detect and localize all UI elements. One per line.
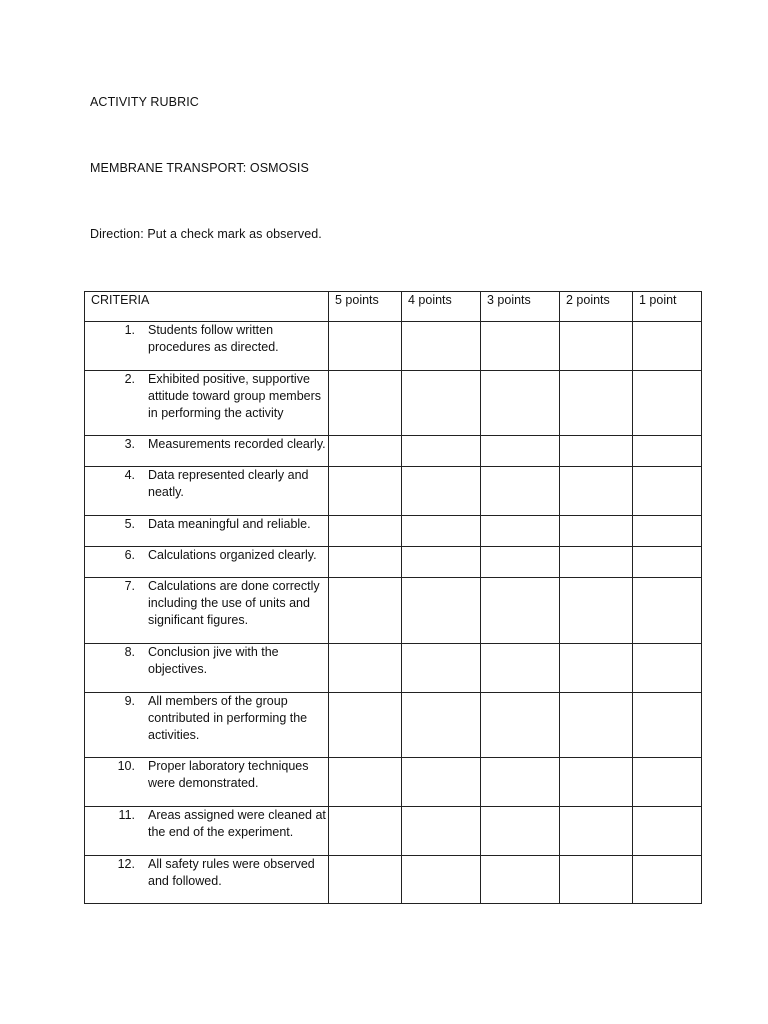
score-cell-2-points[interactable] <box>560 644 633 693</box>
score-cell-1-points[interactable] <box>633 807 702 856</box>
score-cell-2-points[interactable] <box>560 322 633 371</box>
criteria-item <box>85 807 328 841</box>
score-cell-3-points[interactable] <box>481 758 560 807</box>
header-4-points: 4 points <box>402 292 481 322</box>
criteria-cell <box>85 547 329 578</box>
criteria-text: Students follow written procedures as directed. <box>148 323 279 354</box>
header-5-points: 5 points <box>329 292 402 322</box>
criteria-number: 12. <box>117 857 135 871</box>
score-cell-1-points[interactable] <box>633 644 702 693</box>
score-cell-5-points[interactable] <box>329 758 402 807</box>
table-row <box>85 322 702 371</box>
criteria-item <box>85 856 328 890</box>
criteria-number: 7. <box>124 579 135 593</box>
document-title: ACTIVITY RUBRIC <box>90 95 199 109</box>
score-cell-4-points[interactable] <box>402 758 481 807</box>
criteria-spacer <box>135 467 147 501</box>
criteria-cell <box>85 758 329 807</box>
score-cell-4-points[interactable] <box>402 644 481 693</box>
header-3-points: 3 points <box>481 292 560 322</box>
score-cell-1-points[interactable] <box>633 371 702 436</box>
criteria-spacer <box>135 856 147 890</box>
score-cell-2-points[interactable] <box>560 856 633 904</box>
criteria-number: 1. <box>124 323 135 337</box>
criteria-text: Calculations are done correctly including the use of units and significant figures. <box>148 579 320 627</box>
criteria-item <box>85 516 328 533</box>
criteria-text: Data represented clearly and neatly. <box>148 468 309 499</box>
score-cell-3-points[interactable] <box>481 516 560 547</box>
criteria-spacer <box>135 547 147 564</box>
criteria-number: 3. <box>124 437 135 451</box>
table-row <box>85 516 702 547</box>
criteria-text: Areas assigned were cleaned at the end of the experiment. <box>148 808 326 839</box>
score-cell-1-points[interactable] <box>633 758 702 807</box>
criteria-item <box>85 467 328 501</box>
criteria-spacer <box>135 693 147 744</box>
criteria-item <box>85 322 328 356</box>
score-cell-1-points[interactable] <box>633 547 702 578</box>
criteria-cell <box>85 322 329 371</box>
score-cell-5-points[interactable] <box>329 516 402 547</box>
score-cell-1-points[interactable] <box>633 436 702 467</box>
score-cell-1-points[interactable] <box>633 856 702 904</box>
score-cell-4-points[interactable] <box>402 578 481 644</box>
score-cell-5-points[interactable] <box>329 467 402 516</box>
score-cell-2-points[interactable] <box>560 516 633 547</box>
table-row <box>85 578 702 644</box>
criteria-text: All members of the group contributed in performing the activities. <box>148 694 308 742</box>
header-row <box>85 292 702 322</box>
score-cell-2-points[interactable] <box>560 547 633 578</box>
score-cell-5-points[interactable] <box>329 807 402 856</box>
criteria-number: 11. <box>118 808 135 822</box>
score-cell-2-points[interactable] <box>560 758 633 807</box>
document-subtitle: MEMBRANE TRANSPORT: OSMOSIS <box>90 161 309 175</box>
criteria-spacer <box>135 322 147 356</box>
criteria-cell <box>85 693 329 758</box>
header-criteria: CRITERIA <box>85 292 329 322</box>
criteria-spacer <box>135 644 147 678</box>
criteria-number: 2. <box>124 372 135 386</box>
criteria-text: Measurements recorded clearly. <box>148 437 326 451</box>
criteria-item <box>85 371 328 422</box>
criteria-spacer <box>135 516 147 533</box>
score-cell-3-points[interactable] <box>481 578 560 644</box>
criteria-text: All safety rules were observed and followed. <box>148 857 315 888</box>
criteria-text: Calculations organized clearly. <box>148 548 317 562</box>
score-cell-5-points[interactable] <box>329 644 402 693</box>
score-cell-5-points[interactable] <box>329 547 402 578</box>
score-cell-3-points[interactable] <box>481 547 560 578</box>
score-cell-1-points[interactable] <box>633 516 702 547</box>
table-row <box>85 371 702 436</box>
criteria-item <box>85 547 328 564</box>
criteria-item <box>85 693 328 744</box>
score-cell-1-points[interactable] <box>633 322 702 371</box>
score-cell-5-points[interactable] <box>329 436 402 467</box>
criteria-cell <box>85 807 329 856</box>
criteria-number: 8. <box>124 645 135 659</box>
criteria-spacer <box>135 371 147 422</box>
score-cell-4-points[interactable] <box>402 371 481 436</box>
criteria-item <box>85 578 328 629</box>
score-cell-1-points[interactable] <box>633 578 702 644</box>
criteria-spacer <box>135 436 147 453</box>
score-cell-2-points[interactable] <box>560 807 633 856</box>
criteria-number: 6. <box>124 548 135 562</box>
table-row <box>85 644 702 693</box>
criteria-item <box>85 436 328 453</box>
criteria-cell <box>85 371 329 436</box>
criteria-number: 9. <box>124 694 135 708</box>
criteria-spacer <box>135 758 147 792</box>
criteria-cell <box>85 436 329 467</box>
score-cell-3-points[interactable] <box>481 644 560 693</box>
score-cell-4-points[interactable] <box>402 807 481 856</box>
score-cell-2-points[interactable] <box>560 578 633 644</box>
rubric-body <box>85 322 702 904</box>
score-cell-4-points[interactable] <box>402 436 481 467</box>
score-cell-5-points[interactable] <box>329 693 402 758</box>
header-1-point: 1 point <box>633 292 702 322</box>
score-cell-5-points[interactable] <box>329 371 402 436</box>
score-cell-3-points[interactable] <box>481 807 560 856</box>
table-row <box>85 856 702 904</box>
criteria-item <box>85 644 328 678</box>
criteria-number: 10. <box>117 759 135 773</box>
score-cell-4-points[interactable] <box>402 547 481 578</box>
table-row <box>85 547 702 578</box>
score-cell-3-points[interactable] <box>481 693 560 758</box>
table-row <box>85 693 702 758</box>
score-cell-3-points[interactable] <box>481 371 560 436</box>
criteria-spacer <box>135 578 147 629</box>
criteria-text: Data meaningful and reliable. <box>148 517 311 531</box>
table-row <box>85 467 702 516</box>
score-cell-5-points[interactable] <box>329 578 402 644</box>
criteria-item <box>85 758 328 792</box>
score-cell-4-points[interactable] <box>402 693 481 758</box>
score-cell-4-points[interactable] <box>402 322 481 371</box>
criteria-cell <box>85 578 329 644</box>
table-row <box>85 436 702 467</box>
score-cell-3-points[interactable] <box>481 856 560 904</box>
score-cell-2-points[interactable] <box>560 371 633 436</box>
criteria-spacer <box>135 807 147 841</box>
score-cell-3-points[interactable] <box>481 322 560 371</box>
criteria-text: Exhibited positive, supportive attitude toward group members in performing the activity <box>148 372 322 420</box>
score-cell-2-points[interactable] <box>560 467 633 516</box>
criteria-cell <box>85 856 329 904</box>
score-cell-4-points[interactable] <box>402 856 481 904</box>
criteria-cell <box>85 516 329 547</box>
score-cell-4-points[interactable] <box>402 516 481 547</box>
table-row <box>85 758 702 807</box>
score-cell-3-points[interactable] <box>481 467 560 516</box>
rubric-table <box>84 291 702 904</box>
score-cell-5-points[interactable] <box>329 322 402 371</box>
header-2-points: 2 points <box>560 292 633 322</box>
score-cell-2-points[interactable] <box>560 436 633 467</box>
score-cell-4-points[interactable] <box>402 467 481 516</box>
criteria-cell <box>85 467 329 516</box>
score-cell-5-points[interactable] <box>329 856 402 904</box>
criteria-cell <box>85 644 329 693</box>
direction-text: Direction: Put a check mark as observed. <box>90 227 322 241</box>
criteria-number: 5. <box>124 517 135 531</box>
criteria-text: Conclusion jive with the objectives. <box>148 645 279 676</box>
score-cell-1-points[interactable] <box>633 467 702 516</box>
table-row <box>85 807 702 856</box>
criteria-text: Proper laboratory techniques were demonstrated. <box>148 759 309 790</box>
score-cell-1-points[interactable] <box>633 693 702 758</box>
criteria-number: 4. <box>124 468 135 482</box>
score-cell-2-points[interactable] <box>560 693 633 758</box>
score-cell-3-points[interactable] <box>481 436 560 467</box>
